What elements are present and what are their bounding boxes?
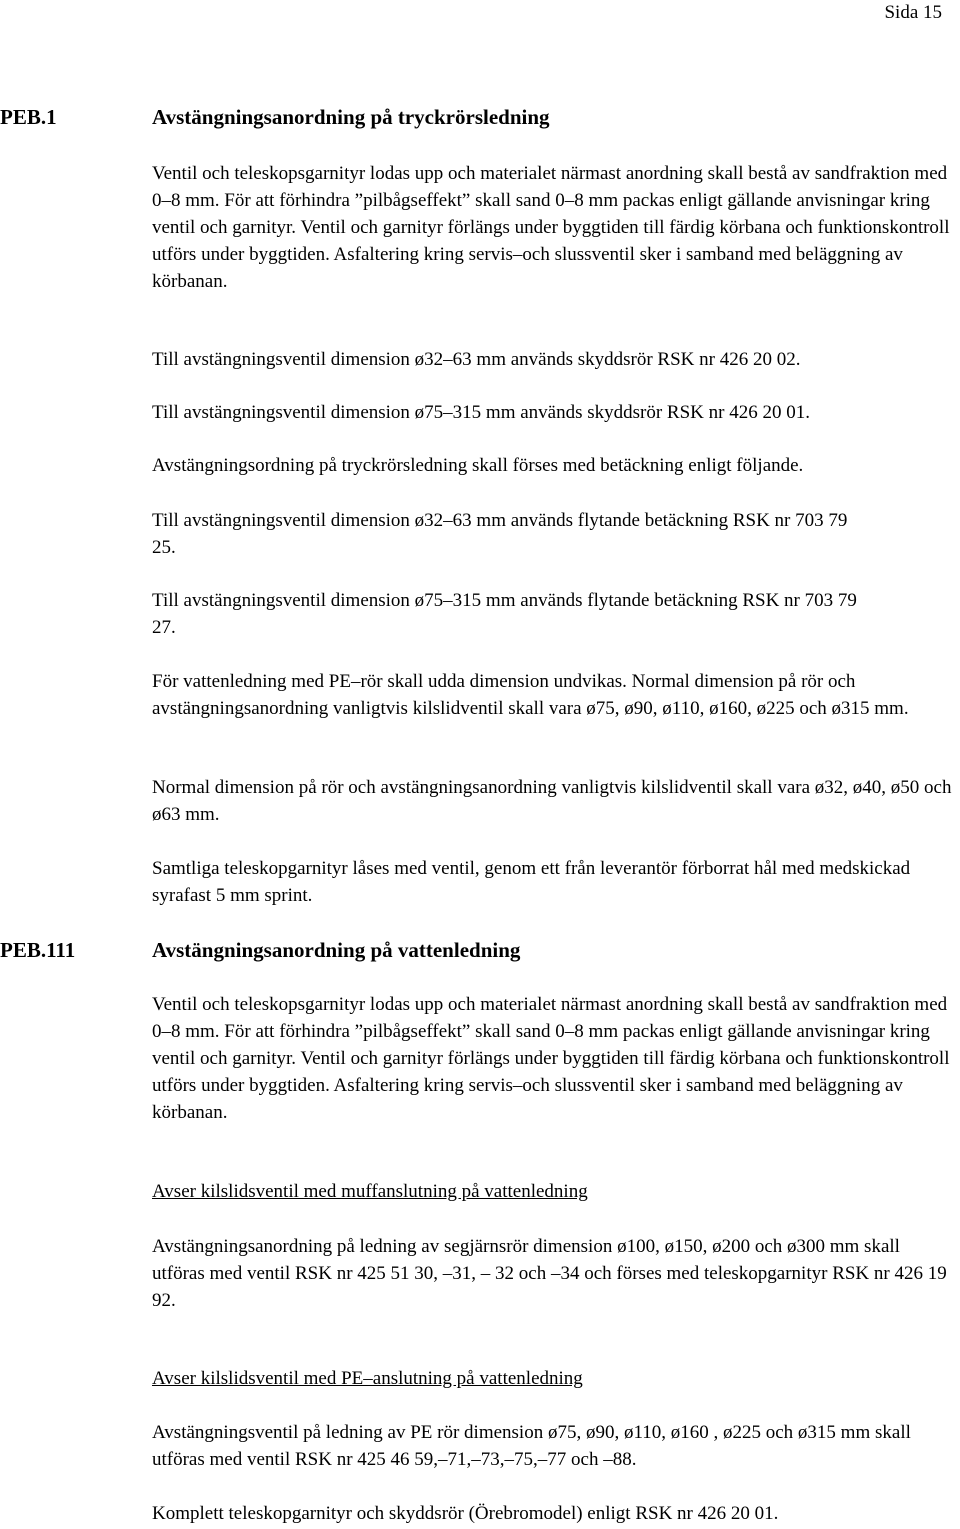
paragraph-skyddsror-32-63: Till avstängningsventil dimension ø32–63 mm används skyddsrör RSK nr 426 20 02.	[152, 349, 801, 370]
section-code-peb-1: PEB.1	[0, 105, 57, 129]
paragraph-skyddsror-75-315: Till avstängningsventil dimension ø75–315 mm används skyddsrör RSK nr 426 20 01.	[152, 402, 810, 423]
section-code-peb-111: PEB.111	[0, 938, 76, 962]
paragraph-betackning-32-63: Till avstängningsventil dimension ø32–63 mm används flytande betäckning RSK nr 703 79 25.	[152, 510, 848, 558]
page-number: Sida 15	[884, 2, 942, 23]
paragraph-teleskopgarnityr-lases: Samtliga teleskopgarnityr låses med ventil, genom ett från leverantör förborrat hål med medskickad syrafast 5 mm sprint.	[152, 858, 911, 906]
paragraph-pe-dimension: För vattenledning med PE–rör skall udda dimension undvikas. Normal dimension på rör och avstängningsanordning vanligtvis kilslidventil skall vara ø75, ø90, ø110, ø160, ø225 och ø315 mm.	[152, 671, 909, 719]
paragraph-betackning-intro: Avstängningsordning på tryckrörsledning skall förses med betäckning enligt följande.	[152, 455, 804, 476]
paragraph-normal-dimension: Normal dimension på rör och avstängningsanordning vanligtvis kilslidventil skall vara ø32, ø40, ø50 och ø63 mm.	[152, 777, 952, 825]
paragraph-peb-111-intro: Ventil och teleskopsgarnityr lodas upp och materialet närmast anordning skall bestå av sandfraktion med 0–8 mm. För att förhindra ”pilbågseffekt” skall sand 0–8 mm packas enligt gällande anvisningar kring ventil och garnityr. Ventil och garnityr förlängs under byggtiden till färdig körbana och funktionskontroll utförs under byggtiden. Asfaltering kring servis–och slussventil sker i samband med beläggning av körbanan.	[152, 994, 950, 1123]
paragraph-betackning-75-315: Till avstängningsventil dimension ø75–315 mm används flytande betäckning RSK nr 703 79 27.	[152, 590, 857, 638]
paragraph-komplett-teleskopgarnityr: Komplett teleskopgarnityr och skyddsrör (Örebromodel) enligt RSK nr 426 20 01.	[152, 1503, 779, 1524]
section-title-peb-1: Avstängningsanordning på tryckrörsledning	[152, 105, 550, 129]
paragraph-peb-1-intro: Ventil och teleskopsgarnityr lodas upp och materialet närmast anordning skall bestå av sandfraktion med 0–8 mm. För att förhindra ”pilbågseffekt” skall sand 0–8 mm packas enligt gällande anvisningar kring ventil och garnityr. Ventil och garnityr förlängs under byggtiden till färdig körbana och funktionskontroll utförs under byggtiden. Asfaltering kring servis–och slussventil sker i samband med beläggning av körbanan.	[152, 163, 950, 292]
section-title-peb-111: Avstängningsanordning på vattenledning	[152, 938, 521, 962]
subheading-pe-anslutning: Avser kilslidsventil med PE–anslutning på vattenledning	[152, 1368, 583, 1389]
subheading-muffanslutning: Avser kilslidsventil med muffanslutning på vattenledning	[152, 1181, 588, 1202]
paragraph-muffanslutning: Avstängningsanordning på ledning av segjärnsrör dimension ø100, ø150, ø200 och ø300 mm skall utföras med ventil RSK nr 425 51 30, –31, – 32 och –34 och förses med teleskopgarnityr RSK nr 426 19 92.	[152, 1236, 947, 1311]
paragraph-pe-anslutning: Avstängningsventil på ledning av PE rör dimension ø75, ø90, ø110, ø160 , ø225 och ø315 mm skall utföras med ventil RSK nr 425 46 59,–71,–73,–75,–77 och –88.	[152, 1422, 911, 1470]
